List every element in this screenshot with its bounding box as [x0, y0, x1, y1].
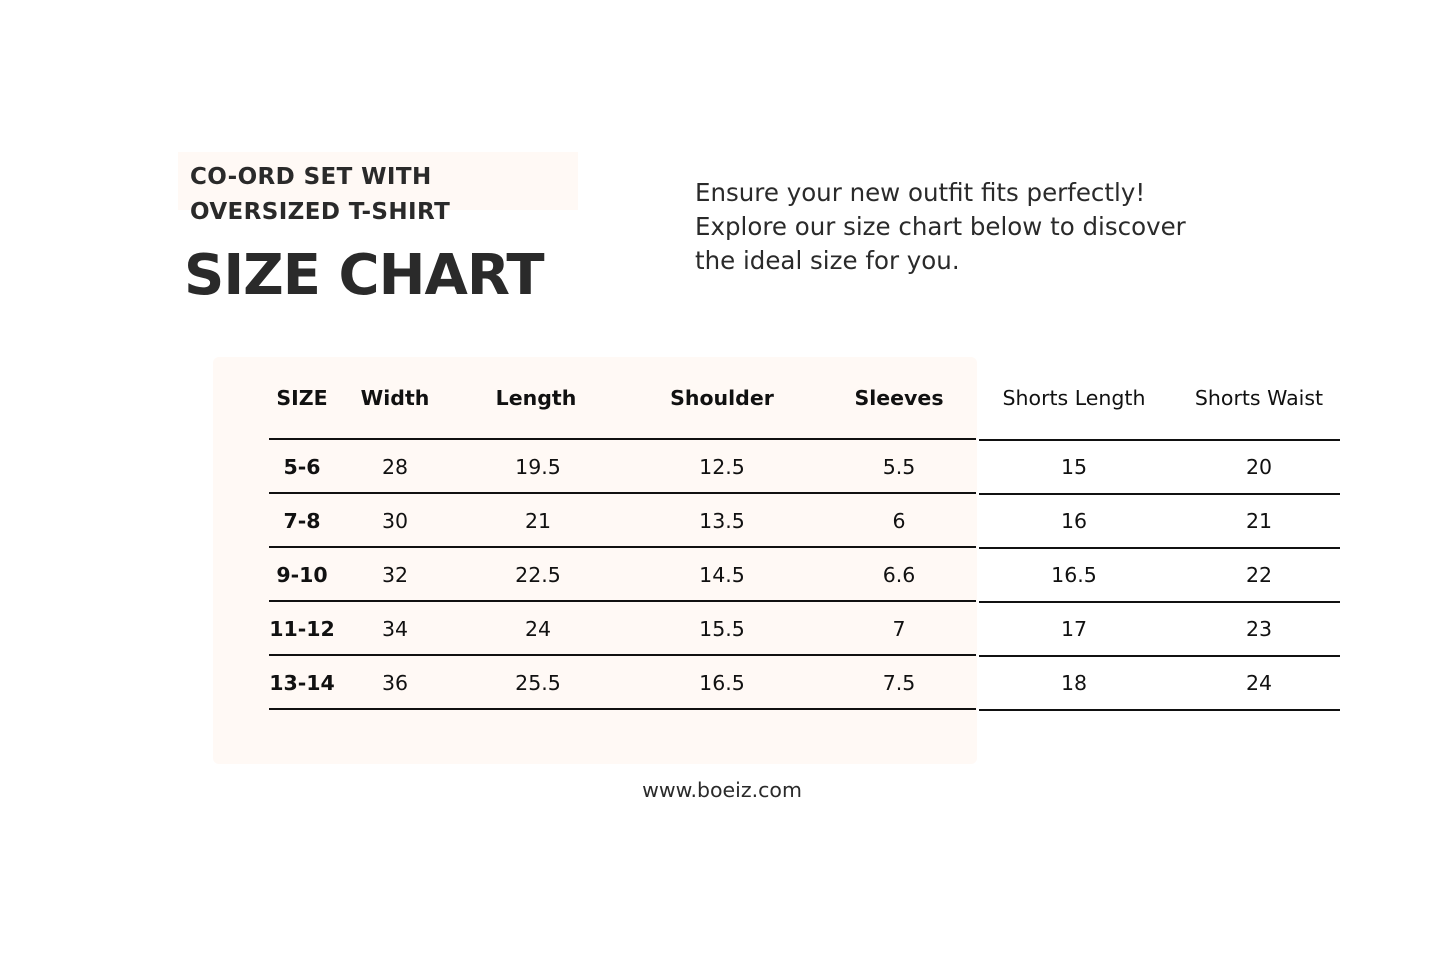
- cell-sleeves: 6: [892, 509, 906, 533]
- cell-size: 13-14: [269, 671, 335, 695]
- cell-shoulder: 16.5: [699, 671, 745, 695]
- row-rule-right: [979, 655, 1340, 657]
- cell-sleeves: 5.5: [882, 455, 916, 479]
- row-rule-left: [269, 546, 976, 548]
- header-sleeves: Sleeves: [854, 386, 944, 410]
- product-subtitle: [190, 160, 610, 230]
- cell-width: 30: [381, 509, 409, 533]
- row-rule-right: [979, 601, 1340, 603]
- cell-shoulder: 15.5: [699, 617, 745, 641]
- header-rule-left: [269, 438, 976, 440]
- subtitle-line-1: CO-ORD SET WITH: [190, 164, 432, 190]
- cell-size: 7-8: [283, 509, 321, 533]
- row-rule-left: [269, 708, 976, 710]
- cell-shoulder: 14.5: [699, 563, 745, 587]
- intro-text: [695, 176, 1255, 278]
- cell-shorts-length: 18: [1060, 671, 1088, 695]
- header-rule-right: [979, 439, 1340, 441]
- cell-length: 22.5: [515, 563, 561, 587]
- row-rule-left: [269, 492, 976, 494]
- cell-width: 34: [381, 617, 409, 641]
- cell-sleeves: 7: [892, 617, 906, 641]
- header-shoulder: Shoulder: [670, 386, 774, 410]
- cell-shorts-length: 15: [1060, 455, 1088, 479]
- cell-sleeves: 7.5: [882, 671, 916, 695]
- intro-line-2: Explore our size chart below to discover: [695, 212, 1186, 241]
- row-rule-right: [979, 547, 1340, 549]
- header-width: Width: [360, 386, 430, 410]
- cell-shorts-waist: 20: [1245, 455, 1273, 479]
- cell-width: 28: [381, 455, 409, 479]
- cell-shorts-waist: 21: [1245, 509, 1273, 533]
- cell-size: 5-6: [283, 455, 321, 479]
- cell-width: 32: [381, 563, 409, 587]
- cell-length: 25.5: [515, 671, 561, 695]
- cell-shorts-length: 16: [1060, 509, 1088, 533]
- row-rule-left: [269, 654, 976, 656]
- cell-shoulder: 12.5: [699, 455, 745, 479]
- cell-shorts-waist: 23: [1245, 617, 1273, 641]
- cell-size: 11-12: [269, 617, 335, 641]
- row-rule-right: [979, 493, 1340, 495]
- page-title: SIZE CHART: [184, 243, 544, 308]
- subtitle-line-2: OVERSIZED T-SHIRT: [190, 199, 451, 225]
- cell-shorts-waist: 22: [1245, 563, 1273, 587]
- cell-length: 24: [524, 617, 552, 641]
- cell-shorts-waist: 24: [1245, 671, 1273, 695]
- row-rule-right: [979, 709, 1340, 711]
- cell-sleeves: 6.6: [882, 563, 916, 587]
- cell-width: 36: [381, 671, 409, 695]
- cell-length: 19.5: [515, 455, 561, 479]
- cell-shorts-length: 17: [1060, 617, 1088, 641]
- header-size: SIZE: [276, 386, 328, 410]
- size-table-panel: [213, 357, 977, 764]
- header-length: Length: [495, 386, 577, 410]
- header-shorts-waist: Shorts Waist: [1194, 386, 1324, 410]
- website-url: www.boeiz.com: [642, 778, 802, 802]
- intro-line-3: the ideal size for you.: [695, 246, 960, 275]
- intro-line-1: Ensure your new outfit fits perfectly!: [695, 178, 1146, 207]
- cell-length: 21: [524, 509, 552, 533]
- cell-size: 9-10: [276, 563, 328, 587]
- header-shorts-length: Shorts Length: [1002, 386, 1146, 410]
- cell-shoulder: 13.5: [699, 509, 745, 533]
- cell-shorts-length: 16.5: [1051, 563, 1097, 587]
- row-rule-left: [269, 600, 976, 602]
